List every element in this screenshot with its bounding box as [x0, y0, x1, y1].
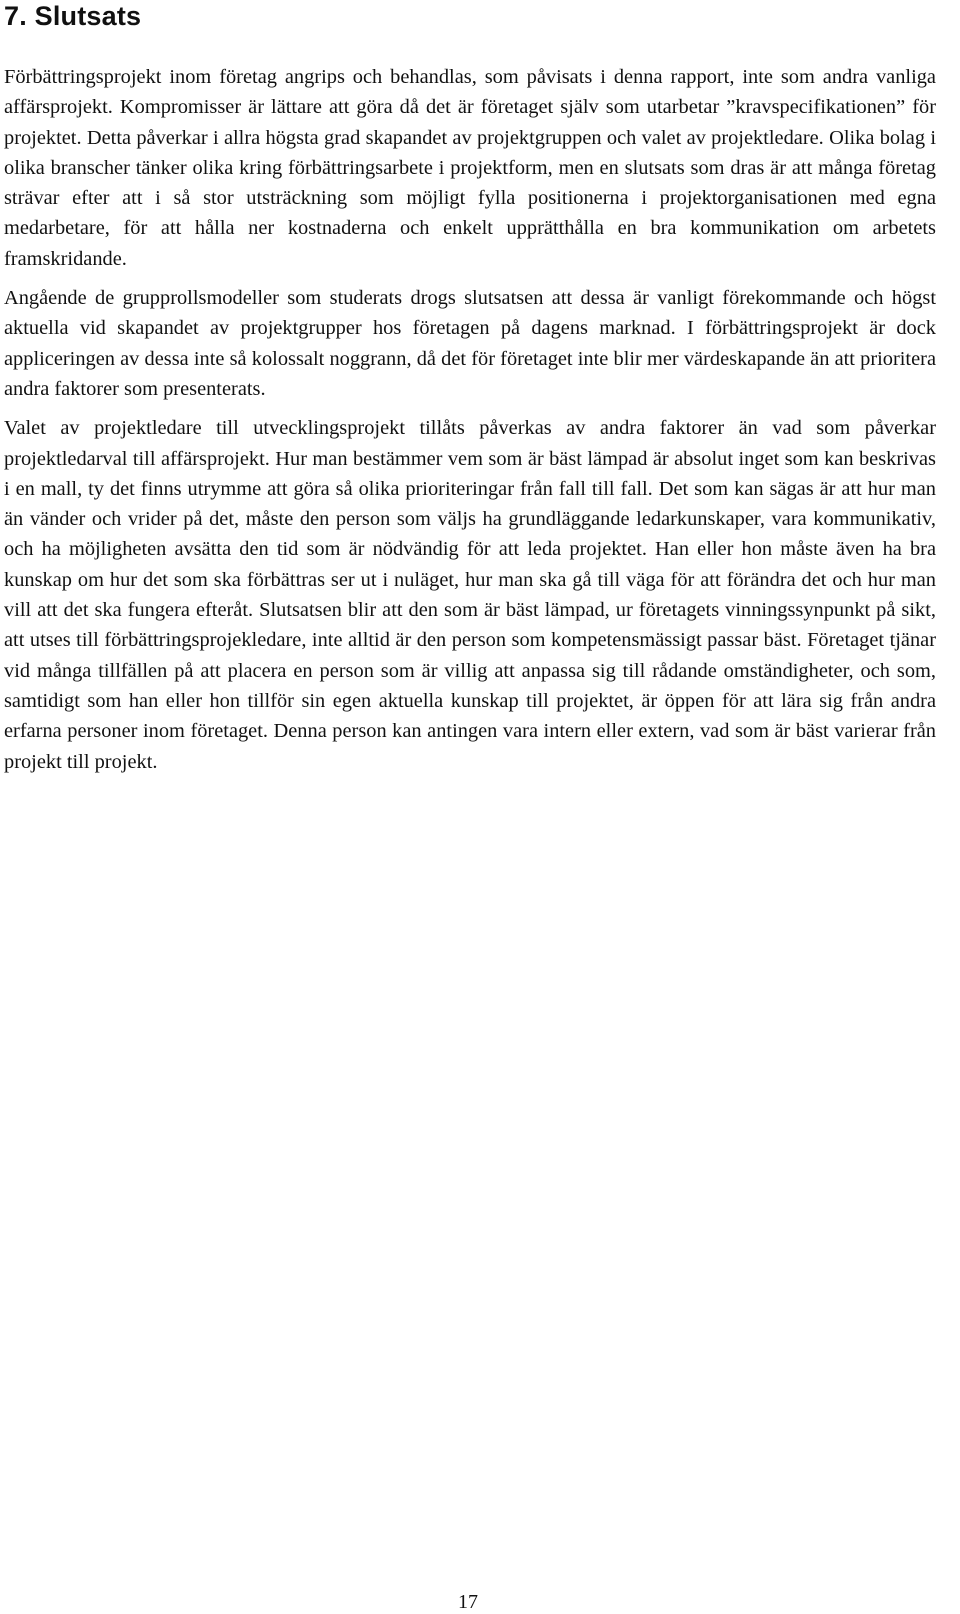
paragraph-3: Valet av projektledare till utvecklingsprojekt tillåts påverkas av andra faktorer än vad som påverkar projektledarval till affärsprojekt. Hur man bestämmer vem som är bäst lämpad är absolut inget som kan beskrivas i en mall, ty det finns utrymme att göra så olika prioriteringar från fall till fall. Det som kan sägas är att hur man än vänder och vrider på det, måste den person som väljs ha grundläggande ledarkunskaper, vara kommunikativ, och ha möjligheten avsätta den tid som är nödvändig för att leda projektet. Han eller hon måste även ha bra kunskap om hur det som ska förbättras ser ut i nuläget, hur man ska gå till väga för att förändra det och hur man vill att det ska fungera efteråt. Slutsatsen blir att den som är bäst lämpad, ur företagets vinningssynpunkt på sikt, att utses till förbättringsprojekledare, inte alltid är den person som kompetensmässigt passar bäst. Företaget tjänar vid många tillfällen på att placera en person som är villig att anpassa sig till rådande omständigheter, och som, samtidigt som han eller hon tillför sin egen aktuella kunskap till projektet, är öppen för att lära sig från andra erfarna personer inom företaget. Denna person kan antingen vara intern eller extern, vad som är bäst varierar från projekt till projekt.	[4, 417, 936, 773]
page-number: 17	[458, 1591, 478, 1613]
paragraph-1: Förbättringsprojekt inom företag angrips och behandlas, som påvisats i denna rapport, inte som andra vanliga affärsprojekt. Kompromisser är lättare att göra då det är företaget själv som utarbetar ”kravspecifikationen” för projektet. Detta påverkar i allra högsta grad skapandet av projektgruppen och valet av projektledare. Olika bolag i olika branscher tänker olika kring förbättringsarbete i projektform, men en slutsats som dras är att många företag strävar efter att i så stor utsträckning som möjligt fylla positionerna i projektorganisationen med egna medarbetare, för att hålla ner kostnaderna och enkelt upprätthålla en bra kommunikation om arbetets framskridande.	[4, 66, 936, 270]
section-heading: 7. Slutsats	[4, 1, 142, 31]
paragraph-2: Angående de grupprollsmodeller som studerats drogs slutsatsen att dessa är vanligt förekommande och högst aktuella vid skapandet av projektgrupper hos företagen på dagens marknad. I förbättringsprojekt är dock appliceringen av dessa inte så kolossalt noggrann, då det för företaget inte blir mer värdeskapande än att prioritera andra faktorer som presenterats.	[4, 287, 936, 400]
body-text	[4, 62, 936, 777]
